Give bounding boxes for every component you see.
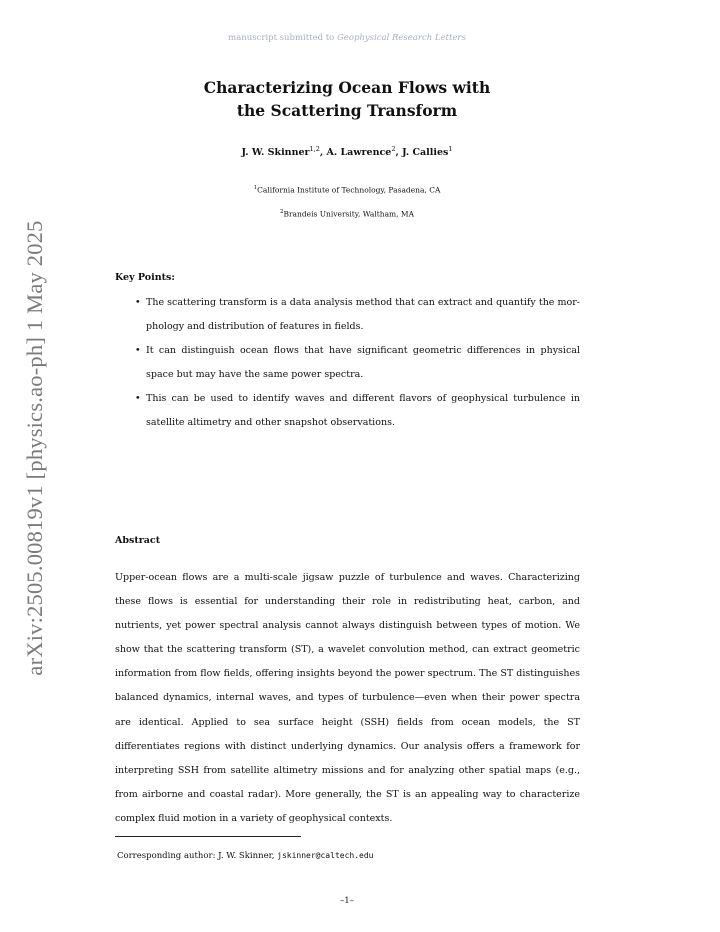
key-point-item bbox=[135, 291, 580, 339]
key-point-text: The scattering transform is a data analysis method that can extract and quantify the mor-phology and distribution of features in fields. bbox=[146, 297, 580, 332]
author-separator: , bbox=[319, 147, 327, 159]
bullet-icon: • bbox=[135, 393, 141, 404]
affiliation-mark: 2 bbox=[279, 209, 284, 215]
affiliation-text: Brandeis University, Waltham, MA bbox=[283, 209, 415, 219]
corresponding-author-note bbox=[117, 851, 373, 861]
affiliation-2 bbox=[0, 209, 694, 219]
key-point-item bbox=[135, 387, 580, 435]
author-name: A. Lawrence bbox=[326, 147, 392, 159]
key-points-list bbox=[135, 291, 580, 435]
abstract-heading: Abstract bbox=[115, 535, 161, 546]
abstract-text: Upper-ocean flows are a multi-scale jigsaw puzzle of turbulence and waves. Characterizing these flows is essential for understanding their role in redistributing heat, carbon, and nutrients, yet power spectral analysis cannot always distinguish between types of motion. We show that the scattering transform (ST), a wavelet convolution method, can extract geometric information from flow fields, offering insights beyond the power spectrum. The ST distinguishes balanced dynamics, internal waves, and types of turbulence—even when their power spectra are identical. Applied to sea surface height (SSH) fields from ocean models, the ST differentiates regions with distinct underlying dynamics. Our analysis offers a framework for interpreting SSH from satellite altimetry missions and for analyzing other spatial maps (e.g., from airborne and coastal radar). More generally, the ST is an appealing way to characterize complex fluid motion in a variety of geophysical contexts. bbox=[115, 572, 580, 824]
bullet-icon: • bbox=[135, 345, 141, 356]
key-point-text: This can be used to identify waves and different flavors of geophysical turbulence in satellite altimetry and other snapshot observations. bbox=[146, 393, 580, 428]
footnote-label: Corresponding author: J. W. Skinner, bbox=[117, 851, 278, 861]
author-affiliation-mark: 1,2 bbox=[309, 145, 320, 153]
author-separator: , bbox=[395, 147, 403, 159]
key-points-heading: Key Points: bbox=[115, 272, 175, 283]
title-line-2: the Scattering Transform bbox=[236, 101, 458, 120]
affiliation-text: California Institute of Technology, Pasadena, CA bbox=[257, 185, 441, 195]
author-list bbox=[0, 145, 694, 158]
affiliation-1 bbox=[0, 185, 694, 195]
author-email-link[interactable]: jskinner@caltech.edu bbox=[277, 851, 374, 860]
author-affiliation-mark: 1 bbox=[448, 145, 453, 153]
running-header bbox=[0, 33, 694, 43]
footnote-divider bbox=[115, 836, 301, 837]
key-point-item bbox=[135, 339, 580, 387]
journal-name: Geophysical Research Letters bbox=[337, 33, 466, 43]
author-affiliation-mark: 2 bbox=[391, 145, 396, 153]
key-point-text: It can distinguish ocean flows that have significant geometric differences in physical space but may have the same power spectra. bbox=[146, 345, 580, 380]
title-line-1: Characterizing Ocean Flows with bbox=[203, 78, 491, 97]
bullet-icon: • bbox=[135, 297, 141, 308]
arxiv-identifier[interactable]: arXiv:2505.00819v1 [physics.ao-ph] 1 May 2025 bbox=[22, 220, 47, 676]
running-header-prefix: manuscript submitted to bbox=[228, 33, 337, 43]
author-name: J. Callies bbox=[402, 147, 449, 159]
affiliation-mark: 1 bbox=[253, 185, 258, 191]
author-name: J. W. Skinner bbox=[241, 147, 310, 159]
paper-title bbox=[0, 76, 694, 122]
page-number: –1– bbox=[340, 896, 354, 906]
